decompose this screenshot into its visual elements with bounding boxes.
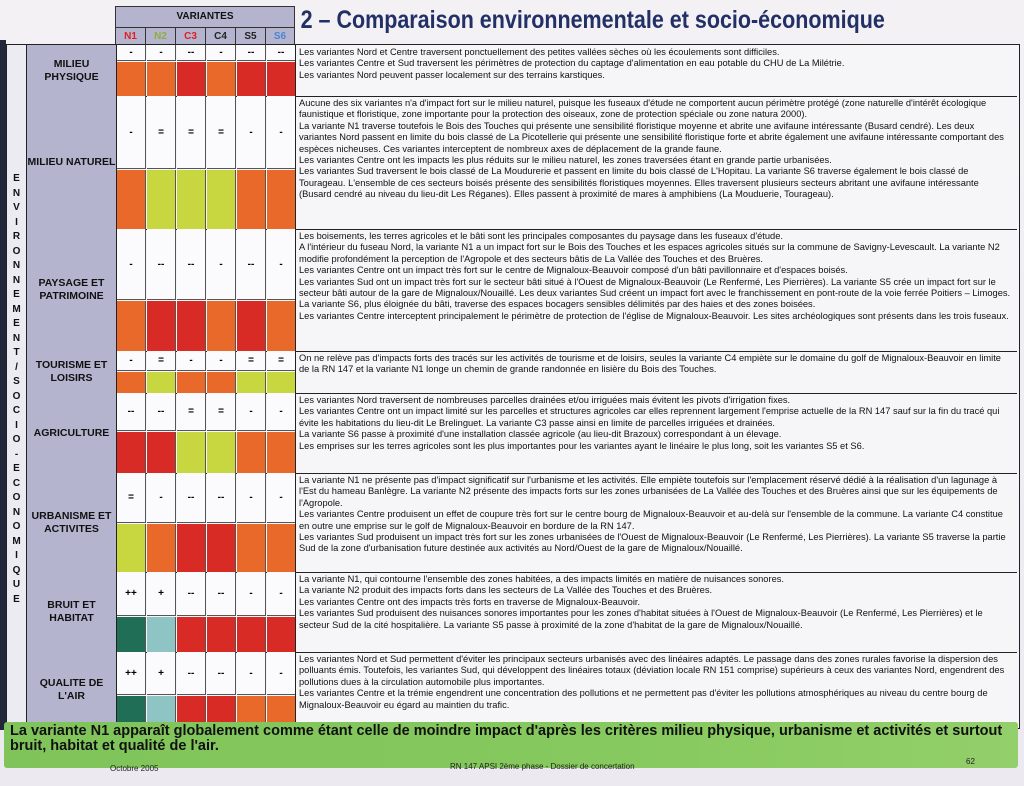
description-paragraph: Les boisements, les terres agricoles et le bâti sont les principales composantes du paysage dans les fuseaux d'étude. <box>299 231 783 241</box>
axis-letter: N <box>12 274 21 286</box>
impact-color-cell <box>207 62 236 96</box>
criterion-description <box>299 574 1011 654</box>
axis-letter: E <box>13 318 20 329</box>
impact-color-cell <box>267 432 295 473</box>
criterion-description <box>299 98 1011 231</box>
rating-cells <box>117 652 296 728</box>
impact-symbol: - <box>267 96 295 169</box>
axis-letter: O <box>12 521 21 532</box>
axis-letter: E <box>13 463 20 474</box>
impact-symbol: + <box>147 572 176 616</box>
description-paragraph: A l'intérieur du fuseau Nord, la variante N1 a un impact fort sur le Bois des Touches et les espaces agricoles situés sur la commune de Savigny-Levescault. La variante N2 modifie profondément la perception de l'Agropole et des secteurs bâtis de La Vallée des Touches et des Bruères. <box>299 242 1000 264</box>
conclusion-text: La variante N1 apparaît globalement comme étant celle de moindre impact d'après les critères milieu physique, urbanisme et activités et surtout bruit, habitat et qualité de l'air. <box>10 723 1003 754</box>
impact-color-cell <box>177 372 206 393</box>
impact-color-cell <box>117 524 146 572</box>
impact-symbol: + <box>147 652 176 695</box>
criterion-label: BRUIT ET HABITAT <box>27 572 117 652</box>
axis-label-column <box>7 45 27 728</box>
axis-letter: E <box>13 593 20 605</box>
footer-page-number: 62 <box>966 757 975 766</box>
impact-color-cell <box>237 524 266 572</box>
description-paragraph: Les variantes Centre ont les impacts les plus réduits sur le milieu naturel, les zones traversées étant en grande partie urbanisées. <box>299 155 832 166</box>
impact-color-cell <box>267 524 295 572</box>
impact-symbol: - <box>117 45 146 61</box>
impact-color-cell <box>237 372 266 393</box>
impact-color-cell <box>117 617 146 652</box>
table-row <box>27 351 1017 394</box>
impact-symbol: -- <box>177 473 206 523</box>
axis-letter: C <box>12 405 21 416</box>
impact-symbol: = <box>177 96 206 169</box>
axis-letter: C <box>12 477 21 489</box>
axis-letter: E <box>13 173 20 184</box>
impact-symbol: -- <box>177 572 206 616</box>
impact-color-cell <box>147 62 176 96</box>
axis-letter: R <box>12 231 21 242</box>
impact-symbol: - <box>147 473 176 523</box>
description-paragraph: Les variantes Centre ont des impacts très forts en traverse de Mignaloux-Beauvoir. <box>299 596 641 607</box>
table-row <box>27 393 1017 474</box>
axis-letter: Q <box>12 564 21 576</box>
variant-s5-label: S5 <box>236 28 266 45</box>
impact-symbol: -- <box>267 45 295 61</box>
description-paragraph: Les variantes Sud ont un impact très fort sur le secteur bâti situé à l'Ouest de Mignaloux-Beauvoir (Le Renfermé, Les Pierrières). La variante S5 crée un impact fort sur le secteur bâti autour de la gare de Mignaloux/Nouaillé. Les deux variantes Sud créent un impact fort avec le franchissement en pont-route de la voie ferrée Poitiers – Limoges. La variante S6, plus éloignée du bâti, traverse des espaces bocagers sensibles délimités par des haies et des zones boisées. <box>299 276 1011 310</box>
description-paragraph: Aucune des six variantes n'a d'impact fort sur le milieu naturel, puisque les fuseaux d'étude ne comportent aucun périmètre protégé (zone naturelle d'intérêt écologique faunistique et floristique, zone importante pour la protection des oiseaux, zone de protection spéciale ou zone natura 2000). <box>299 98 987 120</box>
impact-symbol: = <box>147 96 176 169</box>
criterion-label: TOURISME ET LOISIRS <box>27 351 117 393</box>
criterion-label: MILIEU NATUREL <box>27 96 117 229</box>
description-paragraph: Les variantes Centre ont un impact très fort sur le centre de Mignaloux-Beauvoir composé d'un bâti pavillonnaire et d'espaces boisés. <box>299 265 848 276</box>
impact-color-cell <box>267 617 295 652</box>
axis-letter: N <box>12 260 21 271</box>
impact-color-cell <box>207 432 236 473</box>
axis-letter: M <box>12 303 21 315</box>
impact-color-cell <box>117 62 146 96</box>
axis-letter: N <box>12 187 21 199</box>
description-paragraph: Les variantes Centre produisent un effet de coupure très fort sur le centre bourg de Mignaloux-Beauvoir et au-delà sur l'ensemble de la commune. La variante C4 constitue en outre une emprise sur le golf de Mignaloux-Beauvoir en bordure de la RN 147. <box>299 509 1003 531</box>
description-paragraph: Les variantes Sud traversent le bois classé de La Moudurerie et passent en limite du bois classé de L'Hopitau. La variante S6 traverse également le bois classé de Touragеau. L'ensemble de ces secteurs boisés présente des sensibilités floristiques moyennes. Elles traversent plusieurs secteurs abritant une avifaune intéressante (Busard cendré au niveau du lieu-dit Les Réganes). Elles passent à proximité de mares à amphibiens (La Mouduerie, Touragеau). <box>299 166 979 200</box>
table-row <box>27 229 1017 352</box>
impact-symbol: = <box>207 393 236 431</box>
axis-letter: - <box>14 448 19 460</box>
description-paragraph: Les variantes Nord et Centre traversent ponctuellement des petites vallées sèches où les écoulements sont difficiles. <box>299 47 780 57</box>
impact-symbol: - <box>207 45 236 61</box>
table-row <box>27 652 1017 729</box>
impact-symbol: = <box>147 351 176 371</box>
impact-symbol: -- <box>147 229 176 300</box>
table-row <box>27 572 1017 653</box>
impact-color-cell <box>177 62 206 96</box>
impact-symbol: = <box>117 473 146 523</box>
impact-color-cell <box>147 170 176 229</box>
description-paragraph: La variante N1 ne présente pas d'impact significatif sur l'urbanisme et les activités. Elle empiète toutefois sur l'emplacement réservé dédié à la réalisation d'un lagunage à l'Est du hameau Banlègre. La variante N2 présente des impacts forts sur les zones urbanisées de La Vallée des Touches et des Bruères ainsi que sur les équipements de l'Agropole. <box>299 475 998 508</box>
axis-letter: I <box>15 550 18 561</box>
rating-cells <box>117 572 296 652</box>
impact-symbol: - <box>117 351 146 371</box>
impact-symbol: = <box>267 351 295 371</box>
impact-symbol: = <box>207 96 236 169</box>
impact-symbol: - <box>147 45 176 61</box>
variant-c4-label: C4 <box>206 28 236 45</box>
impact-symbol: ++ <box>117 652 146 695</box>
impact-color-cell <box>267 372 295 393</box>
impact-color-cell <box>117 301 146 351</box>
variant-n2-label: N2 <box>146 28 176 45</box>
impact-symbol: - <box>237 572 266 616</box>
rating-cells <box>117 96 296 229</box>
impact-color-cell <box>207 301 236 351</box>
description-paragraph: Les variantes Sud produisent un impact très fort sur les zones urbanisées de l'Ouest de Mignaloux-Beauvoir (Le Renfermé, Les Pierrières). La variante S5 traverse la partie Sud de la zone d'urbanisation future destinée aux activités au Nord/Ouest de la gare de Mignaloux/Nouaillé. <box>299 532 1006 554</box>
description-paragraph: Les variantes Centre et la trémie engendrent une concentration des pollutions et ne permettent pas d'éviter les pollutions atmosphériques au niveau du centre bourg de Mignaloux-Beauvoir eu égard au maintien du trafic. <box>299 688 988 710</box>
table-row <box>27 473 1017 573</box>
axis-letter: / <box>15 361 18 373</box>
description-paragraph: Les variantes Nord peuvent passer localement sur des terrains karstiques. <box>299 69 605 80</box>
impact-color-cell <box>147 372 176 393</box>
impact-color-cell <box>177 432 206 473</box>
table-row <box>27 96 1017 230</box>
criterion-description <box>299 47 1011 98</box>
impact-color-cell <box>117 432 146 473</box>
criterion-label: URBANISME ET ACTIVITES <box>27 473 117 572</box>
footer-document: RN 147 APSI 2ème phase - Dossier de concertation <box>450 762 635 771</box>
impact-color-cell <box>237 432 266 473</box>
impact-symbol: - <box>177 351 206 371</box>
impact-color-cell <box>207 372 236 393</box>
impact-symbol: -- <box>117 393 146 431</box>
impact-symbol: - <box>237 393 266 431</box>
axis-letter: E <box>13 289 20 300</box>
criterion-label: QUALITE DE L'AIR <box>27 652 117 728</box>
description-paragraph: Les variantes Nord traversent de nombreuses parcelles drainées et/ou irriguées mais évitent les pivots d'irrigation fixes. <box>299 395 791 405</box>
impact-symbol: - <box>267 393 295 431</box>
impact-symbol: - <box>237 652 266 695</box>
impact-color-cell <box>207 524 236 572</box>
axis-letter: V <box>13 202 20 213</box>
impact-color-cell <box>237 170 266 229</box>
axis-letter: I <box>15 419 18 431</box>
footer-date: Octobre 2005 <box>110 764 159 773</box>
description-paragraph: On ne relève pas d'impacts forts des tracés sur les activités de tourisme et de loisirs, seules la variante C4 empiète sur le domaine du golf de Mignaloux-Beauvoir en limite de la RN 147 et la variante N1 longe un chemin de grande randonnée en lisière du Bois des Touches. <box>299 353 1001 375</box>
axis-letter: O <box>12 492 21 503</box>
impact-color-cell <box>267 301 295 351</box>
impact-symbol: - <box>267 473 295 523</box>
variants-title: VARIANTES <box>116 7 294 28</box>
axis-letter: O <box>12 390 21 402</box>
axis-letter: O <box>12 434 21 445</box>
impact-symbol: - <box>267 652 295 695</box>
impact-color-cell <box>147 432 176 473</box>
axis-letter: U <box>12 579 21 590</box>
impact-symbol: - <box>237 96 266 169</box>
impact-color-cell <box>147 301 176 351</box>
rating-cells <box>117 45 296 96</box>
impact-symbol: - <box>267 572 295 616</box>
impact-symbol: = <box>237 351 266 371</box>
impact-symbol: -- <box>177 45 206 61</box>
table-row <box>27 45 1017 97</box>
impact-symbol: -- <box>177 229 206 300</box>
rating-cells <box>117 229 296 351</box>
impact-color-cell <box>117 372 146 393</box>
description-paragraph: La variante S6 passe à proximité d'une installation classée agricole (au lieu-dit Brazoux) correspondant à un élevage. <box>299 429 782 440</box>
description-paragraph: Les variantes Centre ont un impact limité sur les parcelles et structures agricoles car elles reprennent largement l'emprise actuelle de la RN 147 sauf sur la fin du tracé qui évite les habitations du lieu-dit Le Brelinguet. La variante C3 passe ainsi en limite de parcelles irriguées et drainées. <box>299 406 1000 428</box>
impact-symbol: -- <box>237 229 266 300</box>
variant-c3-label: C3 <box>176 28 206 45</box>
description-paragraph: La variante N1, qui contourne l'ensemble des zones habitées, a des impacts limités en matière de nuisances sonores. <box>299 574 784 584</box>
impact-symbol: - <box>207 229 236 300</box>
criterion-description <box>299 231 1011 353</box>
impact-symbol: - <box>207 351 236 371</box>
description-paragraph: Les variantes Sud produisent des nuisances sonores importantes pour les zones d'habitat situées à l'Ouest de Mignaloux-Beauvoir (Le Renfermé, Les Pierrières) et le secteur Sud de la cité hospitalière. La variante S5 passe à proximité de la zone d'habitat de la gare de Mignaloux/Nouaillé. <box>299 608 983 630</box>
criterion-label: MILIEU PHYSIQUE <box>27 45 117 96</box>
rating-cells <box>117 473 296 572</box>
description-paragraph: Les emprises sur les terres agricoles sont les plus importantes pour les variantes ayant le linéaire le plus long, soit les variantes S5 et S6. <box>299 440 865 451</box>
impact-symbol: - <box>117 229 146 300</box>
impact-symbol: - <box>237 473 266 523</box>
impact-symbol: -- <box>237 45 266 61</box>
description-paragraph: Les variantes Nord et Sud permettent d'éviter les principaux secteurs urbanisés avec des linéaires adaptés. Le passage dans des zones rurales favorise la dispersion des polluants émis. Toutefois, les variantes Sud, qui développent des linéaires totaux (déviation locale RN 151 comprise) supérieurs à ceux des variantes Nord, engendrent des pollutions dues à la circulation automobile plus importantes. <box>299 654 1005 687</box>
rating-cells <box>117 393 296 473</box>
impact-symbol: = <box>177 393 206 431</box>
impact-color-cell <box>237 617 266 652</box>
description-paragraph: Les variantes Centre et Sud traversent les périmètres de protection du captage d'alimentation en eau potable du CHU de La Milétrie. <box>299 58 845 69</box>
variant-s6-label: S6 <box>266 28 294 45</box>
variant-n1-label: N1 <box>116 28 146 45</box>
impact-color-cell <box>207 170 236 229</box>
axis-letter: N <box>12 332 21 344</box>
impact-symbol: -- <box>207 572 236 616</box>
description-paragraph: La variante N1 traverse toutefois le Bois des Touches qui présente une sensibilité floristique moyenne et abrite une avifaune intéressante (Busard cendré). Les deux variantes Nord passent en limite du bois classé de La Picotellerie qui présente une sensibilité floristique forte et abrite également une avifaune intéressante comportant des espèces nicheuses. Ces variantes interceptent de nombreux axes de déplacement de la grande faune. <box>299 120 1004 154</box>
impact-symbol: -- <box>147 393 176 431</box>
axis-letter: S <box>13 376 20 387</box>
variants-header <box>115 6 295 46</box>
criterion-description <box>299 353 1011 395</box>
axis-letter: M <box>12 535 21 547</box>
impact-symbol: -- <box>177 652 206 695</box>
impact-symbol: - <box>117 96 146 169</box>
impact-symbol: -- <box>207 652 236 695</box>
comparison-table <box>6 44 1020 729</box>
criterion-label: AGRICULTURE <box>27 393 117 473</box>
impact-color-cell <box>267 170 295 229</box>
impact-color-cell <box>237 62 266 96</box>
impact-symbol: -- <box>207 473 236 523</box>
impact-color-cell <box>177 524 206 572</box>
description-paragraph: La variante N2 produit des impacts forts dans les secteurs de La Vallée des Touches et des Bruères. <box>299 585 713 596</box>
impact-symbol: - <box>267 229 295 300</box>
impact-color-cell <box>117 170 146 229</box>
impact-color-cell <box>237 301 266 351</box>
impact-color-cell <box>177 170 206 229</box>
impact-color-cell <box>147 524 176 572</box>
impact-color-cell <box>177 301 206 351</box>
description-paragraph: Les variantes Centre interceptent principalement le périmètre de protection de l'église de Mignaloux-Beauvoir. Les sites archéologiques sont présents dans les trois fuseaux. <box>299 310 1009 321</box>
page-title: 2 – Comparaison environnementale et socio-économique <box>300 6 885 34</box>
impact-color-cell <box>177 617 206 652</box>
impact-color-cell <box>267 62 295 96</box>
rating-cells <box>117 351 296 393</box>
criterion-description <box>299 475 1011 574</box>
axis-letter: I <box>15 216 18 228</box>
axis-letter: N <box>12 506 21 518</box>
impact-symbol: ++ <box>117 572 146 616</box>
axis-letter: T <box>13 347 20 358</box>
criterion-description <box>299 654 1011 730</box>
axis-letter: O <box>12 245 21 257</box>
criterion-description <box>299 395 1011 475</box>
criterion-label: PAYSAGE ET PATRIMOINE <box>27 229 117 351</box>
impact-color-cell <box>147 617 176 652</box>
impact-color-cell <box>207 617 236 652</box>
